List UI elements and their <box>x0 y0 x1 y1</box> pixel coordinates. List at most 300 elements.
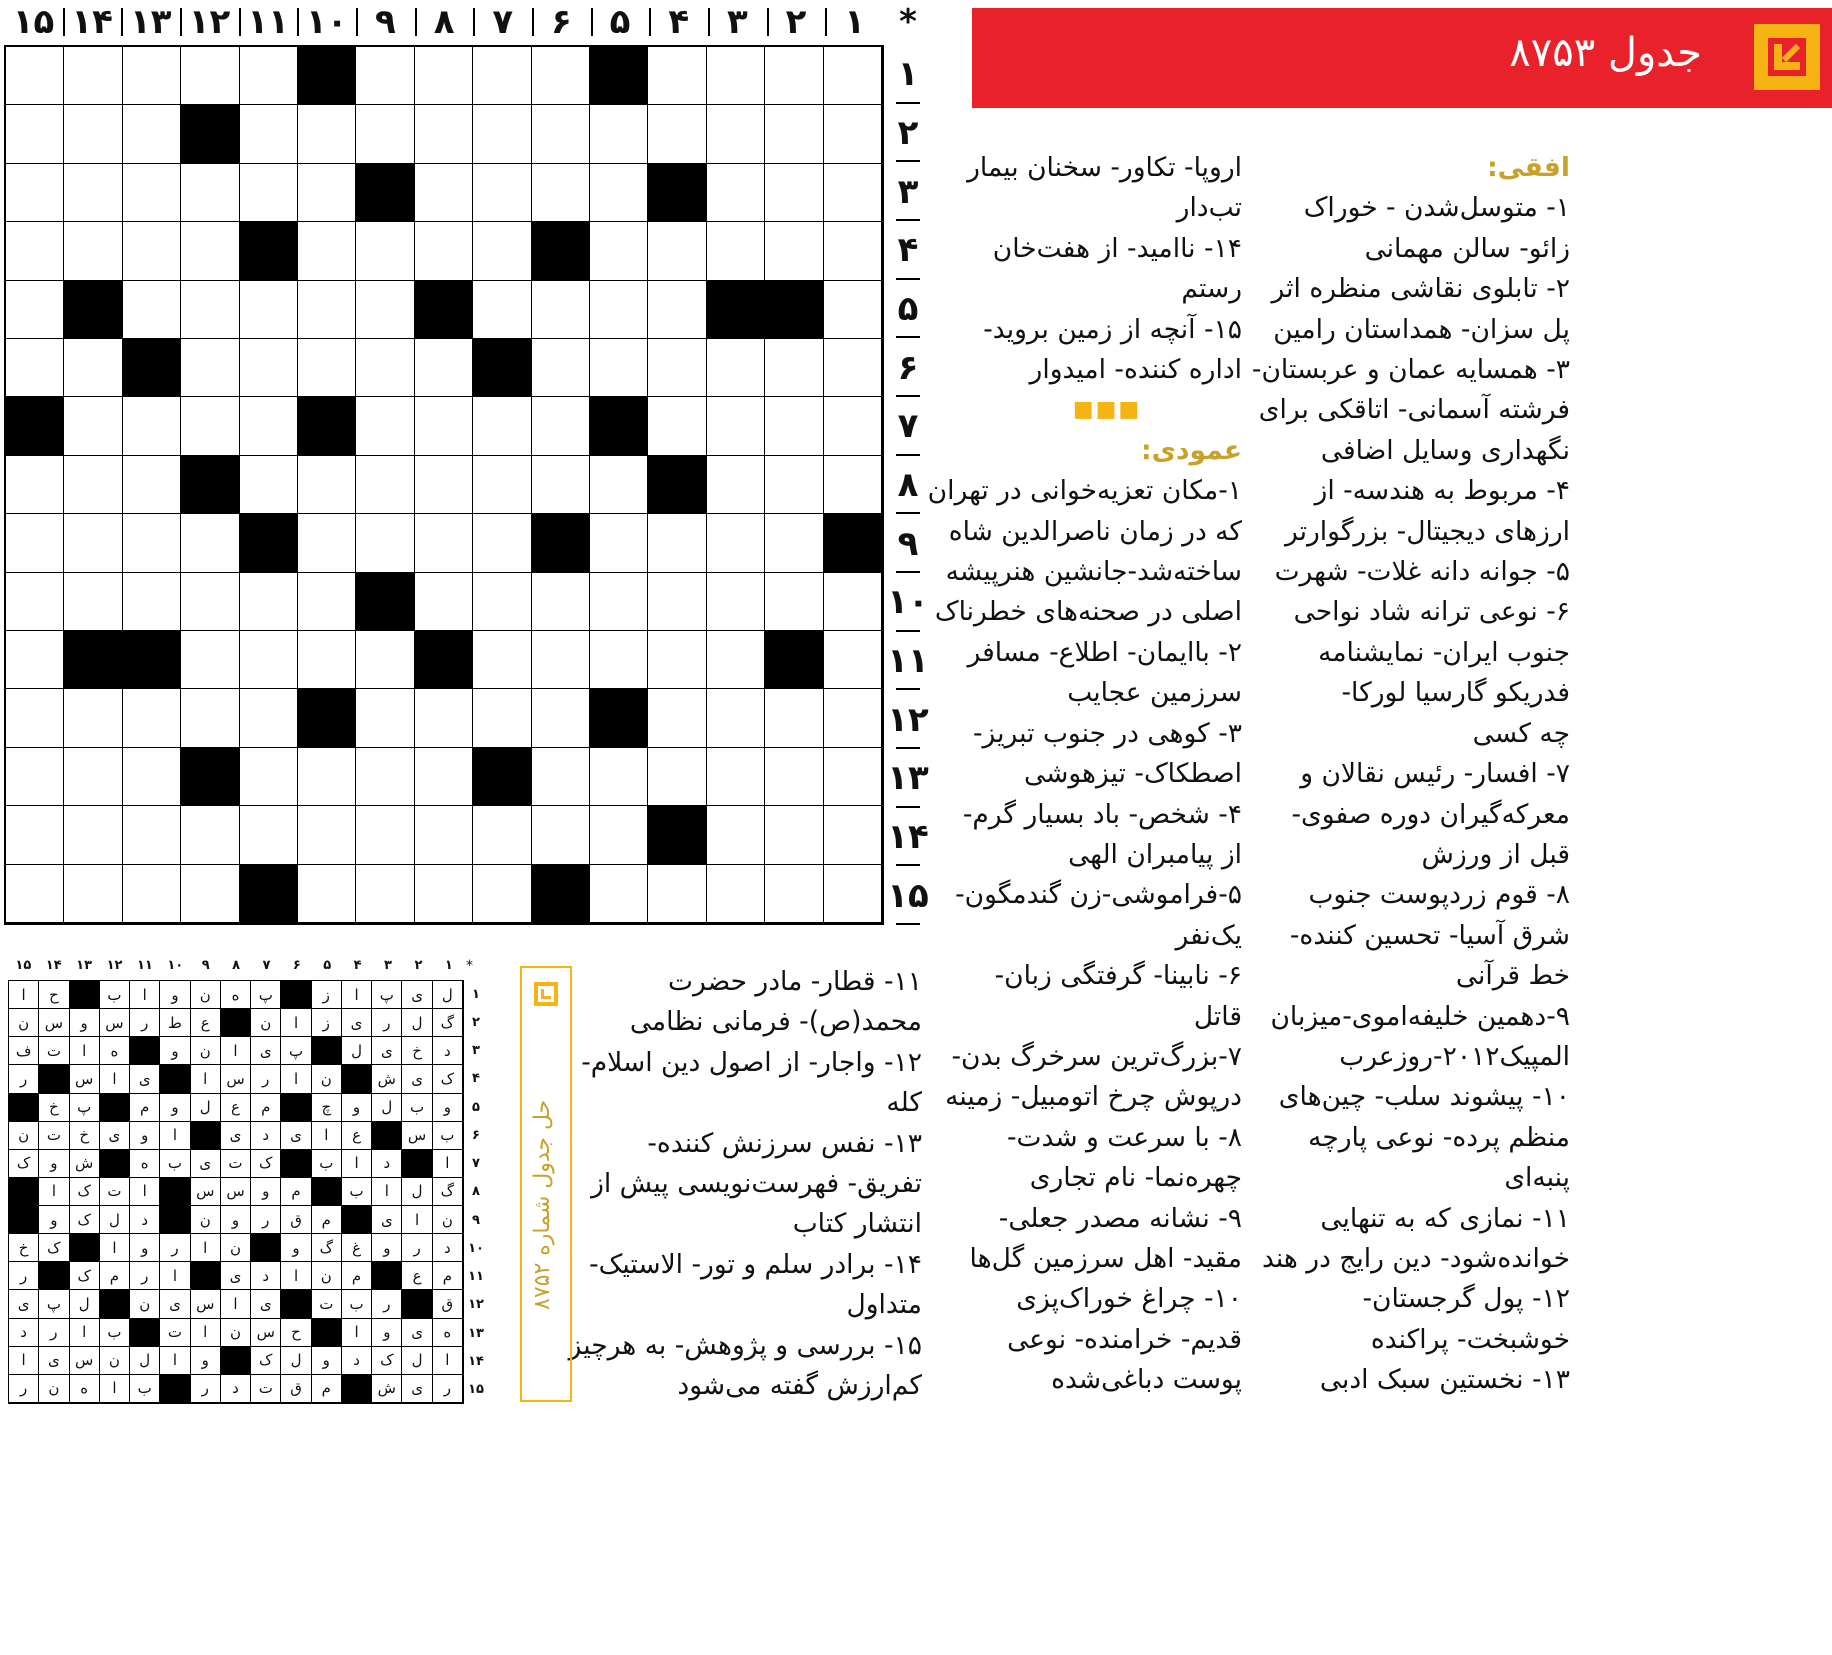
answer-cell[interactable] <box>240 164 298 222</box>
answer-cell[interactable] <box>6 339 64 397</box>
solution-letter-cell: ل <box>281 1347 311 1375</box>
solution-letter-cell: خ <box>9 1234 39 1262</box>
column-number: ۶ <box>532 0 591 44</box>
answer-cell[interactable] <box>707 164 765 222</box>
solution-letter-cell: م <box>130 1094 160 1122</box>
answer-cell[interactable] <box>707 47 765 105</box>
answer-cell[interactable] <box>64 865 122 923</box>
answer-cell[interactable] <box>64 47 122 105</box>
answer-cell[interactable] <box>181 689 239 747</box>
answer-cell[interactable] <box>765 573 823 631</box>
solution-letter-cell: ط <box>160 1009 190 1037</box>
clue-line: پوست دباغی‌شده <box>1051 1364 1242 1396</box>
answer-cell[interactable] <box>707 689 765 747</box>
answer-cell[interactable] <box>6 689 64 747</box>
answer-cell[interactable] <box>123 806 181 864</box>
answer-cell[interactable] <box>298 865 356 923</box>
answer-cell[interactable] <box>415 222 473 280</box>
answer-cell[interactable] <box>240 47 298 105</box>
answer-cell[interactable] <box>6 105 64 163</box>
black-cell <box>707 281 765 339</box>
answer-cell[interactable] <box>765 456 823 514</box>
answer-cell[interactable] <box>6 748 64 806</box>
answer-cell[interactable] <box>765 689 823 747</box>
solution-letter-cell: س <box>100 1009 130 1037</box>
answer-cell[interactable] <box>356 631 414 689</box>
answer-cell[interactable] <box>707 748 765 806</box>
answer-cell[interactable] <box>532 397 590 455</box>
answer-cell[interactable] <box>473 806 531 864</box>
solution-letter-cell: ا <box>39 1178 69 1206</box>
solution-letter-cell: ی <box>191 1150 221 1178</box>
answer-cell[interactable] <box>356 456 414 514</box>
answer-cell[interactable] <box>64 689 122 747</box>
answer-cell[interactable] <box>123 573 181 631</box>
answer-cell[interactable] <box>532 47 590 105</box>
answer-cell[interactable] <box>356 47 414 105</box>
answer-cell[interactable] <box>590 631 648 689</box>
solution-letter-cell: ا <box>433 1150 463 1178</box>
answer-cell[interactable] <box>473 281 531 339</box>
answer-cell[interactable] <box>648 865 706 923</box>
answer-cell[interactable] <box>181 631 239 689</box>
answer-cell[interactable] <box>415 164 473 222</box>
answer-cell[interactable] <box>824 748 882 806</box>
solution-letter-cell: ر <box>402 1234 432 1262</box>
answer-cell[interactable] <box>123 397 181 455</box>
answer-cell[interactable] <box>824 222 882 280</box>
clue-line: ۷- افسار- رئیس نقالان و <box>1300 758 1570 790</box>
answer-cell[interactable] <box>707 806 765 864</box>
clue-line: ۴- شخص- باد بسیار گرم- <box>962 798 1242 830</box>
answer-cell[interactable] <box>415 748 473 806</box>
solution-letter-cell: ی <box>9 1290 39 1318</box>
solution-letter-cell: ت <box>39 1122 69 1150</box>
answer-cell[interactable] <box>6 514 64 572</box>
answer-cell[interactable] <box>590 514 648 572</box>
solution-letter-cell: ل <box>433 981 463 1009</box>
answer-cell[interactable] <box>590 456 648 514</box>
answer-cell[interactable] <box>64 456 122 514</box>
answer-cell[interactable] <box>181 865 239 923</box>
corner-arrow-icon <box>534 982 558 1006</box>
answer-cell[interactable] <box>64 105 122 163</box>
answer-cell[interactable] <box>240 456 298 514</box>
answer-cell[interactable] <box>181 514 239 572</box>
answer-cell[interactable] <box>415 105 473 163</box>
solution-letter-cell: ک <box>433 1065 463 1093</box>
answer-cell[interactable] <box>532 806 590 864</box>
solution-letter-cell: س <box>251 1319 281 1347</box>
answer-cell[interactable] <box>707 456 765 514</box>
answer-cell[interactable] <box>298 631 356 689</box>
answer-cell[interactable] <box>473 105 531 163</box>
answer-cell[interactable] <box>298 806 356 864</box>
answer-cell[interactable] <box>64 397 122 455</box>
answer-cell[interactable] <box>181 397 239 455</box>
black-cell <box>473 748 531 806</box>
solution-column-number: ۶ <box>292 958 301 973</box>
answer-cell[interactable] <box>356 748 414 806</box>
answer-cell[interactable] <box>590 222 648 280</box>
answer-cell[interactable] <box>356 281 414 339</box>
answer-cell[interactable] <box>532 281 590 339</box>
solution-row-number: ۱۳ <box>468 1325 484 1341</box>
solution-black-cell <box>9 1178 39 1206</box>
answer-cell[interactable] <box>648 105 706 163</box>
answer-cell[interactable] <box>532 456 590 514</box>
answer-cell[interactable] <box>240 105 298 163</box>
answer-cell[interactable] <box>590 573 648 631</box>
solution-letter-cell: ک <box>251 1347 281 1375</box>
solution-column-number: ۱۲ <box>106 958 123 973</box>
solution-letter-cell: ن <box>100 1347 130 1375</box>
answer-cell[interactable] <box>473 164 531 222</box>
answer-cell[interactable] <box>765 47 823 105</box>
answer-cell[interactable] <box>181 806 239 864</box>
answer-cell[interactable] <box>181 339 239 397</box>
solution-letter-cell: ا <box>191 1234 221 1262</box>
answer-cell[interactable] <box>707 865 765 923</box>
answer-cell[interactable] <box>64 222 122 280</box>
answer-cell[interactable] <box>765 514 823 572</box>
answer-cell[interactable] <box>648 689 706 747</box>
solution-letter-cell: ی <box>372 1037 402 1065</box>
answer-cell[interactable] <box>590 281 648 339</box>
solution-letter-cell: خ <box>39 1094 69 1122</box>
answer-cell[interactable] <box>765 397 823 455</box>
black-cell <box>590 47 648 105</box>
answer-cell[interactable] <box>6 573 64 631</box>
answer-cell[interactable] <box>123 281 181 339</box>
solution-letter-cell: ب <box>100 981 130 1009</box>
solution-letter-cell: و <box>281 1234 311 1262</box>
clue-line: ۱۳- نفس سرزنش کننده- <box>647 1127 922 1159</box>
answer-cell[interactable] <box>240 397 298 455</box>
solution-letter-cell: گ <box>312 1234 342 1262</box>
black-cell <box>415 631 473 689</box>
black-cell <box>415 281 473 339</box>
answer-cell[interactable] <box>64 748 122 806</box>
solution-black-cell <box>312 1178 342 1206</box>
clue-line: ۲- باایمان- اطلاع- مسافر <box>967 636 1242 668</box>
answer-cell[interactable] <box>532 164 590 222</box>
answer-cell[interactable] <box>532 339 590 397</box>
answer-cell[interactable] <box>532 573 590 631</box>
answer-cell[interactable] <box>532 105 590 163</box>
answer-cell[interactable] <box>590 865 648 923</box>
row-number: ۱۲ <box>886 690 930 749</box>
answer-cell[interactable] <box>824 689 882 747</box>
arrow-glyph <box>534 982 558 1006</box>
clue-line: ۲- تابلوی نقاشی منظره اثر <box>1271 273 1570 305</box>
answer-cell[interactable] <box>415 865 473 923</box>
answer-cell[interactable] <box>473 456 531 514</box>
solution-letter-cell: ق <box>281 1375 311 1403</box>
crossword-grid[interactable] <box>4 45 884 925</box>
across-clues-column <box>1251 148 1570 1401</box>
solution-column-numbers <box>8 958 464 978</box>
answer-cell[interactable] <box>765 865 823 923</box>
answer-cell[interactable] <box>532 631 590 689</box>
answer-cell[interactable] <box>765 748 823 806</box>
answer-cell[interactable] <box>298 456 356 514</box>
answer-cell[interactable] <box>473 514 531 572</box>
answer-cell[interactable] <box>64 573 122 631</box>
answer-cell[interactable] <box>824 105 882 163</box>
black-cell <box>298 689 356 747</box>
answer-cell[interactable] <box>707 222 765 280</box>
answer-cell[interactable] <box>240 339 298 397</box>
answer-cell[interactable] <box>590 748 648 806</box>
answer-cell[interactable] <box>824 456 882 514</box>
answer-cell[interactable] <box>356 397 414 455</box>
answer-cell[interactable] <box>181 47 239 105</box>
answer-cell[interactable] <box>824 281 882 339</box>
answer-cell[interactable] <box>356 514 414 572</box>
answer-cell[interactable] <box>356 222 414 280</box>
answer-cell[interactable] <box>123 164 181 222</box>
answer-cell[interactable] <box>473 689 531 747</box>
answer-cell[interactable] <box>6 865 64 923</box>
answer-cell[interactable] <box>64 164 122 222</box>
answer-cell[interactable] <box>765 222 823 280</box>
clue-line: ۱۰- پیشوند سلب- چین‌های <box>1278 1081 1570 1113</box>
clue-line: نگهداری وسایل اضافی <box>1320 434 1570 466</box>
answer-cell[interactable] <box>64 339 122 397</box>
solution-letter-cell: ب <box>433 1122 463 1150</box>
solution-black-cell <box>402 1290 432 1318</box>
clue-line: شرق آسیا- تحسین کننده- <box>1289 919 1570 951</box>
solution-letter-cell: ن <box>191 1037 221 1065</box>
answer-cell[interactable] <box>123 748 181 806</box>
answer-cell[interactable] <box>824 573 882 631</box>
answer-cell[interactable] <box>6 164 64 222</box>
answer-cell[interactable] <box>6 222 64 280</box>
answer-cell[interactable] <box>590 806 648 864</box>
answer-cell[interactable] <box>648 222 706 280</box>
solution-black-cell <box>191 1122 221 1150</box>
solution-letter-cell: ا <box>342 1150 372 1178</box>
answer-cell[interactable] <box>590 164 648 222</box>
solution-letter-cell: خ <box>70 1122 100 1150</box>
clue-line: فدریکو گارسیا لورکا- <box>1341 677 1570 709</box>
answer-cell[interactable] <box>415 573 473 631</box>
clue-line: ۹-دهمین خلیفه‌اموی-میزبان <box>1270 1000 1570 1032</box>
answer-cell[interactable] <box>64 806 122 864</box>
column-number: ۱ <box>825 0 884 44</box>
answer-cell[interactable] <box>123 514 181 572</box>
answer-cell[interactable] <box>473 631 531 689</box>
clue-line: ۵-فراموشی-زن گندمگون- <box>955 879 1242 911</box>
row-number: ۱ <box>886 45 930 104</box>
answer-cell[interactable] <box>6 456 64 514</box>
solution-black-cell <box>70 1234 100 1262</box>
solution-black-cell <box>9 1206 39 1234</box>
answer-cell[interactable] <box>707 514 765 572</box>
answer-cell[interactable] <box>532 748 590 806</box>
solution-letter-cell: ی <box>100 1122 130 1150</box>
answer-cell[interactable] <box>765 164 823 222</box>
solution-letter-cell: ه <box>433 1319 463 1347</box>
clue-line: منظم پرده- نوعی پارچه <box>1308 1121 1570 1153</box>
solution-column-number: ۷ <box>262 958 271 973</box>
clue-line: اداره کننده- امیدوار <box>1029 354 1242 386</box>
answer-cell[interactable] <box>824 339 882 397</box>
solution-row-number: ۸ <box>472 1184 480 1200</box>
answer-cell[interactable] <box>824 47 882 105</box>
solution-letter-cell: ه <box>70 1375 100 1403</box>
answer-cell[interactable] <box>298 514 356 572</box>
answer-cell[interactable] <box>648 631 706 689</box>
answer-cell[interactable] <box>240 281 298 339</box>
solution-letter-cell: د <box>251 1122 281 1150</box>
answer-cell[interactable] <box>765 806 823 864</box>
column-number: ۵ <box>591 0 650 44</box>
answer-cell[interactable] <box>415 339 473 397</box>
solution-caption: حل جدول شماره ۸۷۵۲ <box>530 1099 555 1311</box>
answer-cell[interactable] <box>590 105 648 163</box>
solution-letter-cell: ن <box>312 1065 342 1093</box>
solution-letter-cell: و <box>191 1347 221 1375</box>
answer-cell[interactable] <box>240 806 298 864</box>
answer-cell[interactable] <box>590 339 648 397</box>
answer-cell[interactable] <box>240 631 298 689</box>
answer-cell[interactable] <box>123 222 181 280</box>
solution-letter-cell: چ <box>312 1094 342 1122</box>
solution-letter-cell: و <box>433 1094 463 1122</box>
answer-cell[interactable] <box>648 281 706 339</box>
answer-cell[interactable] <box>473 573 531 631</box>
column-number: ۹ <box>356 0 415 44</box>
answer-cell[interactable] <box>240 689 298 747</box>
answer-cell[interactable] <box>707 397 765 455</box>
answer-cell[interactable] <box>473 47 531 105</box>
answer-cell[interactable] <box>473 865 531 923</box>
answer-cell[interactable] <box>473 397 531 455</box>
solution-letter-cell: ب <box>160 1150 190 1178</box>
answer-cell[interactable] <box>824 631 882 689</box>
answer-cell[interactable] <box>356 339 414 397</box>
answer-cell[interactable] <box>473 222 531 280</box>
answer-cell[interactable] <box>298 748 356 806</box>
answer-cell[interactable] <box>181 222 239 280</box>
clue-line: چهره‌نما- نام تجاری <box>1029 1162 1242 1194</box>
answer-cell[interactable] <box>6 631 64 689</box>
answer-cell[interactable] <box>298 222 356 280</box>
answer-cell[interactable] <box>240 573 298 631</box>
answer-cell[interactable] <box>298 281 356 339</box>
solution-letter-cell: ی <box>402 981 432 1009</box>
answer-cell[interactable] <box>6 806 64 864</box>
solution-letter-cell: و <box>39 1206 69 1234</box>
solution-black-cell <box>372 1122 402 1150</box>
answer-cell[interactable] <box>123 865 181 923</box>
answer-cell[interactable] <box>824 806 882 864</box>
solution-letter-cell: ک <box>39 1234 69 1262</box>
answer-cell[interactable] <box>707 631 765 689</box>
answer-cell[interactable] <box>123 105 181 163</box>
answer-cell[interactable] <box>123 47 181 105</box>
answer-cell[interactable] <box>6 47 64 105</box>
solution-letter-cell: ت <box>39 1037 69 1065</box>
solution-letter-cell: ر <box>372 1009 402 1037</box>
column-number: ۸ <box>415 0 474 44</box>
answer-cell[interactable] <box>824 397 882 455</box>
column-number: ۱۱ <box>239 0 298 44</box>
answer-cell[interactable] <box>532 689 590 747</box>
answer-cell[interactable] <box>181 164 239 222</box>
solution-letter-cell: ک <box>70 1178 100 1206</box>
answer-cell[interactable] <box>648 397 706 455</box>
answer-cell[interactable] <box>64 514 122 572</box>
solution-letter-cell: ه <box>100 1037 130 1065</box>
answer-cell[interactable] <box>415 47 473 105</box>
answer-cell[interactable] <box>648 573 706 631</box>
solution-letter-cell: ل <box>342 1037 372 1065</box>
answer-cell[interactable] <box>356 689 414 747</box>
answer-cell[interactable] <box>707 339 765 397</box>
answer-cell[interactable] <box>415 806 473 864</box>
answer-cell[interactable] <box>298 105 356 163</box>
answer-cell[interactable] <box>181 281 239 339</box>
answer-cell[interactable] <box>298 339 356 397</box>
answer-cell[interactable] <box>298 573 356 631</box>
answer-cell[interactable] <box>765 105 823 163</box>
answer-cell[interactable] <box>181 573 239 631</box>
answer-cell[interactable] <box>123 456 181 514</box>
answer-cell[interactable] <box>415 456 473 514</box>
clue-line: قدیم- خرامنده- نوعی <box>1007 1323 1242 1355</box>
solution-letter-cell: ا <box>402 1206 432 1234</box>
solution-black-cell <box>312 1037 342 1065</box>
answer-cell[interactable] <box>356 806 414 864</box>
answer-cell[interactable] <box>648 748 706 806</box>
answer-cell[interactable] <box>356 865 414 923</box>
answer-cell[interactable] <box>298 164 356 222</box>
answer-cell[interactable] <box>707 573 765 631</box>
solution-letter-cell: ر <box>372 1290 402 1318</box>
solution-letter-cell: ا <box>372 1178 402 1206</box>
arrow-glyph <box>1768 38 1806 76</box>
answer-cell[interactable] <box>356 105 414 163</box>
answer-cell[interactable] <box>648 47 706 105</box>
answer-cell[interactable] <box>415 514 473 572</box>
solution-letter-cell: د <box>433 1037 463 1065</box>
solution-black-cell <box>342 1065 372 1093</box>
answer-cell[interactable] <box>123 689 181 747</box>
answer-cell[interactable] <box>765 339 823 397</box>
clue-line: زائو- سالن مهمانی <box>1364 232 1570 264</box>
answer-cell[interactable] <box>707 105 765 163</box>
answer-cell[interactable] <box>824 865 882 923</box>
answer-cell[interactable] <box>415 397 473 455</box>
answer-cell[interactable] <box>415 689 473 747</box>
answer-cell[interactable] <box>648 514 706 572</box>
answer-cell[interactable] <box>648 339 706 397</box>
solution-letter-cell: ح <box>281 1319 311 1347</box>
solution-letter-cell: پ <box>281 1037 311 1065</box>
answer-cell[interactable] <box>240 748 298 806</box>
clue-line: ۸- با سرعت و شدت- <box>1006 1121 1242 1153</box>
answer-cell[interactable] <box>6 281 64 339</box>
clue-line: پل سزان- همداستان رامین <box>1273 313 1570 345</box>
solution-letter-cell: ا <box>9 981 39 1009</box>
solution-letter-cell: ر <box>191 1375 221 1403</box>
solution-letter-cell: ع <box>342 1122 372 1150</box>
answer-cell[interactable] <box>824 164 882 222</box>
black-cell <box>181 748 239 806</box>
